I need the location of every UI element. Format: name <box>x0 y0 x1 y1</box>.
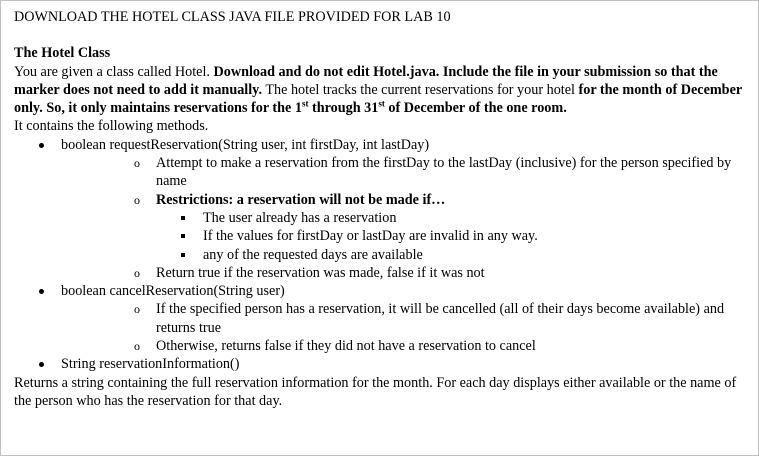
intro-bold-2a: for the month of December only. So, it only maintains reservations for the 1 <box>14 81 742 117</box>
detail-item: o Otherwise, returns false if they did not have a reservation to cancel <box>108 337 744 355</box>
restriction-item: If the values for firstDay or lastDay are invalid in any way. <box>156 227 744 245</box>
restrictions-label: Restrictions: a reservation will not be made if… <box>156 191 446 208</box>
restriction-item: The user already has a reservation <box>156 209 744 227</box>
method-item-reservation-information <box>14 355 744 373</box>
ordinal-sup-2: st <box>378 98 385 109</box>
methods-intro: It contains the following methods. <box>14 118 209 135</box>
method-details-list <box>61 300 744 355</box>
intro-bold-1: Download and do not edit Hotel.java. Include the file in your submission so that the marker does not need to add it manually. <box>14 63 718 98</box>
blank-line <box>14 26 744 44</box>
methods-list <box>14 136 744 374</box>
intro-paragraph <box>14 63 744 118</box>
detail-item: o Return true if the reservation was made, false if it was not <box>108 264 744 282</box>
restriction-item: any of the requested days are available <box>156 246 744 264</box>
method-details-list <box>61 154 744 282</box>
method-signature: boolean cancelReservation(String user) <box>61 283 285 300</box>
detail-item: o Attempt to make a reservation from the firstDay to the lastDay (inclusive) for the person specified by name <box>108 154 744 191</box>
intro-bold-2c: of December of the one room. <box>384 100 567 117</box>
intro-text-1: You are given a class called Hotel. <box>14 63 214 80</box>
method-item-request-reservation <box>14 136 744 282</box>
detail-item-restrictions <box>108 191 744 264</box>
detail-item: o If the specified person has a reservation, it will be cancelled (all of their days become available) and returns true <box>108 300 744 337</box>
closing-paragraph: Returns a string containing the full reservation information for the month. For each day displays either available or the name of the person who has the reservation for that day. <box>14 374 737 409</box>
intro-text-2: The hotel tracks the current reservations for your hotel <box>262 81 579 98</box>
document-body <box>14 8 744 410</box>
method-signature: boolean requestReservation(String user, int firstDay, int lastDay) <box>61 136 430 153</box>
section-title: The Hotel Class <box>14 45 111 62</box>
intro-bold-2b: through 31 <box>308 100 379 117</box>
ordinal-sup-1: st <box>301 98 309 109</box>
method-item-cancel-reservation <box>14 282 744 355</box>
method-signature: String reservationInformation() <box>61 356 240 373</box>
page-heading: DOWNLOAD THE HOTEL CLASS JAVA FILE PROVIDED FOR LAB 10 <box>14 9 451 25</box>
restrictions-list <box>156 209 744 264</box>
